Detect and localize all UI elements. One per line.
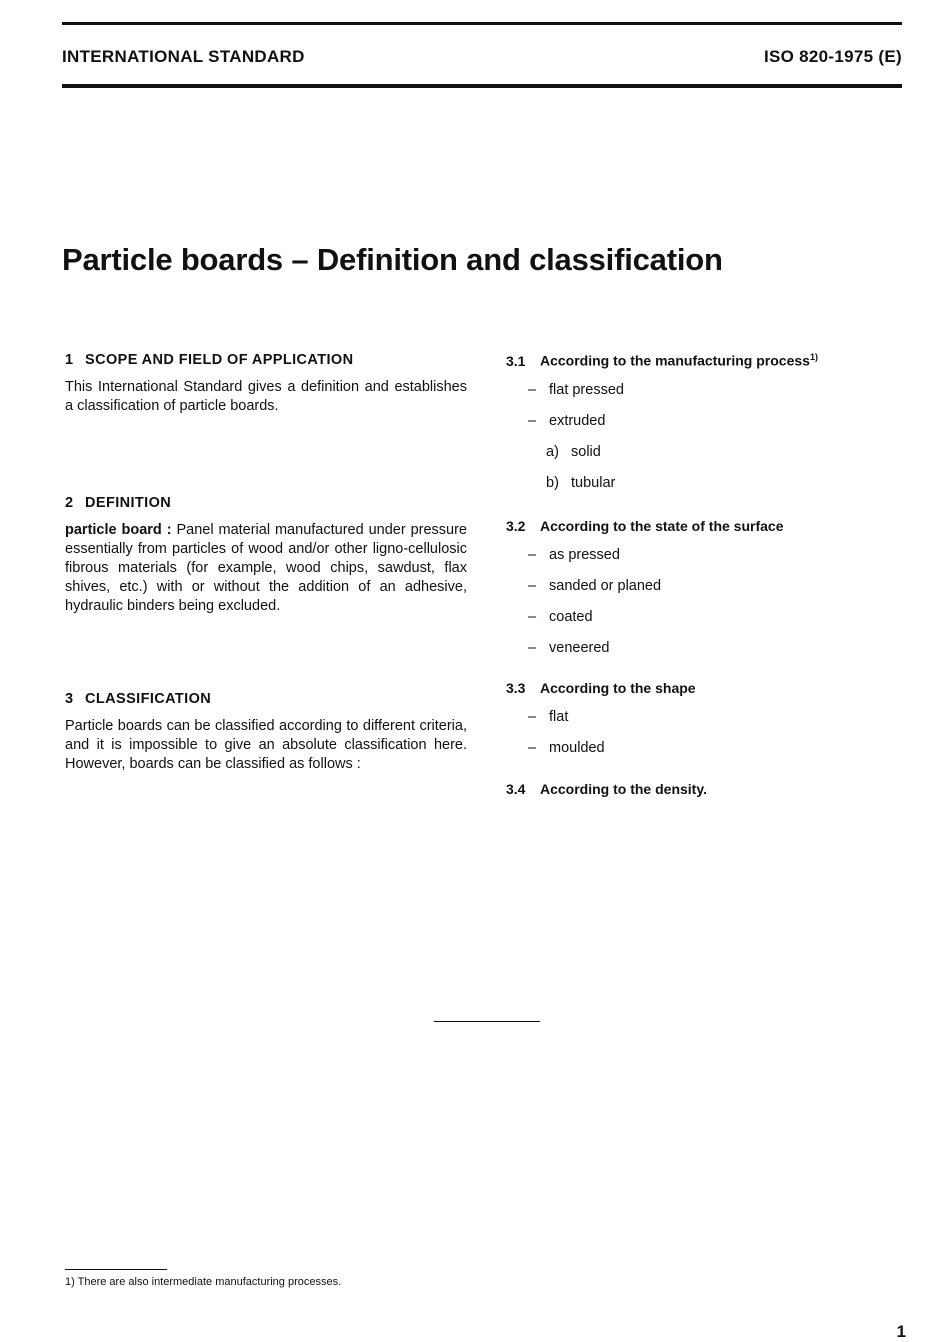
sub-list-text: solid	[571, 443, 601, 460]
page-number: 1	[896, 1322, 906, 1341]
list-item-text: flat pressed	[549, 381, 624, 398]
dash-bullet: –	[528, 709, 537, 725]
dash-bullet: –	[528, 412, 537, 429]
document-title: Particle boards – Definition and classification	[62, 242, 723, 277]
sub-list-label: a)	[546, 443, 559, 460]
sub-list-item	[506, 442, 906, 473]
dash-bullet: –	[528, 740, 537, 756]
subsection-heading-text: According to the manufacturing process	[540, 352, 810, 369]
list-item	[506, 707, 906, 738]
list-item-text: moulded	[549, 740, 605, 756]
subsection-3-4	[506, 781, 906, 797]
list-item-text: extruded	[549, 412, 606, 429]
list-item-text: veneered	[549, 640, 610, 656]
subsection-number: 3.2	[506, 518, 526, 534]
subsection-heading-text: According to the state of the surface	[540, 518, 784, 534]
list-item-text: coated	[549, 609, 593, 625]
dash-bullet: –	[528, 640, 537, 656]
subsection-number: 3.3	[506, 680, 526, 696]
section-paragraph: Particle boards can be classified according to different criteria, and it is impossible to give an absolute classification here. However, boards can be classified as follows :	[65, 718, 467, 772]
sub-list-label: b)	[546, 474, 559, 491]
definition-paragraph	[65, 521, 467, 616]
section-paragraph: This International Standard gives a definition and establishes a classification of particle boards.	[65, 379, 467, 414]
subsection-heading	[506, 352, 906, 369]
end-of-text-rule	[434, 1021, 540, 1022]
sub-list-item	[506, 473, 906, 504]
sub-list-text: tubular	[571, 474, 616, 491]
list-item	[506, 738, 906, 769]
section-number: 2	[65, 495, 74, 511]
header-bottom-rule	[62, 84, 902, 88]
section-heading-text: SCOPE AND FIELD OF APPLICATION	[85, 352, 354, 368]
dash-bullet: –	[528, 381, 537, 398]
subsection-number: 3.1	[506, 352, 526, 369]
list-item-text: sanded or planed	[549, 578, 662, 594]
section-1	[65, 352, 467, 495]
right-column	[506, 352, 906, 797]
subsection-number: 3.4	[506, 781, 526, 797]
subsection-3-3	[506, 680, 906, 781]
subsection-heading	[506, 518, 906, 534]
section-heading-text: DEFINITION	[85, 495, 172, 511]
header-document-number: ISO 820-1975 (E)	[763, 47, 902, 66]
subsection-heading-text: According to the shape	[540, 680, 696, 696]
section-heading	[65, 352, 467, 368]
list-item	[506, 607, 906, 638]
dash-bullet: –	[528, 609, 537, 625]
section-heading	[65, 691, 467, 707]
footnote-marker: 1)	[809, 352, 818, 362]
subsection-heading	[506, 781, 906, 797]
section-3	[65, 691, 467, 774]
section-number: 3	[65, 691, 74, 707]
left-column	[65, 352, 467, 774]
subsection-heading-text: According to the density.	[540, 781, 707, 797]
list-item-text: flat	[549, 709, 569, 725]
section-heading-text: CLASSIFICATION	[85, 691, 212, 707]
subsection-3-2	[506, 518, 906, 680]
definition-text: Panel material manufactured under pressure essentially from particles of wood and/or other ligno-cellulosic fibrous materials (for example, wood chips, sawdust, flax shives, etc.) with or without the addition of an adhesive, hydraulic binders being excluded.	[65, 522, 467, 614]
list-item	[506, 638, 906, 669]
list-item	[506, 576, 906, 607]
list-item	[506, 411, 906, 442]
section-number: 1	[65, 352, 74, 368]
footnote: 1) There are also intermediate manufacturing processes.	[65, 1276, 342, 1288]
dash-bullet: –	[528, 578, 537, 594]
subsection-3-1	[506, 352, 906, 518]
section-heading	[65, 495, 467, 511]
subsection-heading	[506, 680, 906, 696]
list-item	[506, 380, 906, 411]
defined-term: particle board :	[65, 522, 172, 538]
dash-bullet: –	[528, 547, 537, 563]
header-top-rule	[62, 22, 902, 25]
list-item	[506, 545, 906, 576]
header-standard-label: INTERNATIONAL STANDARD	[62, 47, 305, 66]
list-item-text: as pressed	[549, 547, 620, 563]
footnote-rule	[65, 1269, 167, 1270]
section-2	[65, 495, 467, 691]
